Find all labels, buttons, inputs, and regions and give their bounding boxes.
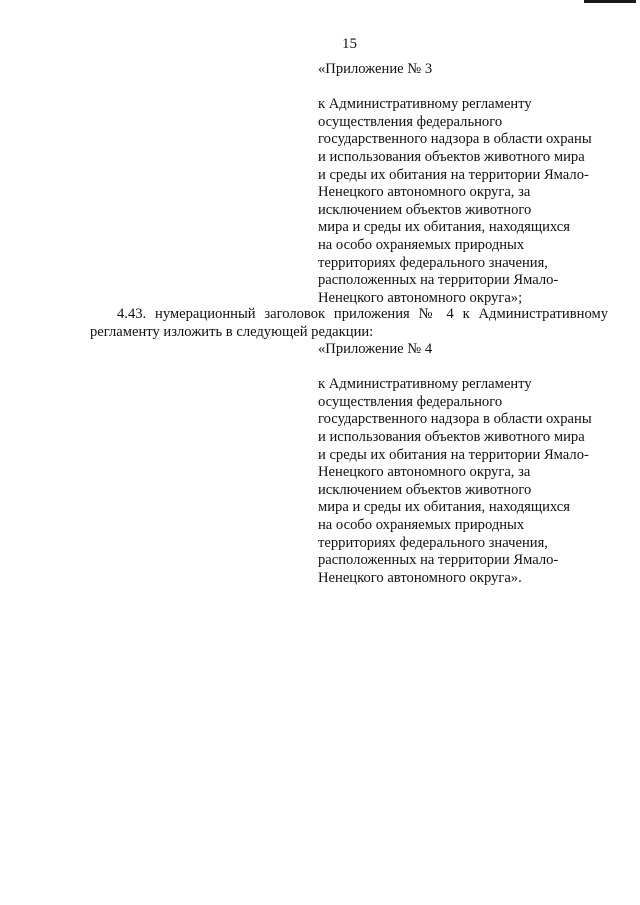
annex-3-title: «Приложение № 3 — [318, 61, 433, 77]
annex-4-title: «Приложение № 4 — [318, 341, 433, 357]
annex-4-line: исключением объектов животного — [318, 481, 532, 498]
page-number: 15 — [342, 36, 357, 52]
annex-4-heading-block — [318, 341, 618, 587]
annex-3-line: мира и среды их обитания, находящихся — [318, 219, 570, 236]
annex-3-line: Ненецкого автономного округа»; — [318, 289, 523, 306]
annex-3-line: исключением объектов животного — [318, 201, 532, 218]
annex-4-line: осуществления федерального — [318, 393, 503, 410]
annex-3-heading-block — [318, 61, 618, 307]
annex-4-line: на особо охраняемых природных — [318, 516, 525, 533]
annex-3-line: расположенных на территории Ямало- — [318, 272, 559, 289]
annex-3-line: государственного надзора в области охраны — [318, 131, 592, 148]
annex-4-line: государственного надзора в области охраны — [318, 411, 592, 428]
paragraph-line-1: 4.43. нумерационный заголовок приложения № 4 к Административному — [117, 306, 608, 322]
annex-3-line: территориях федерального значения, — [318, 254, 548, 271]
spacer — [318, 359, 618, 377]
annex-3-line: осуществления федерального — [318, 113, 503, 130]
annex-4-line: Ненецкого автономного округа». — [318, 569, 522, 586]
annex-3-line: на особо охраняемых природных — [318, 236, 525, 253]
annex-3-line: и среды их обитания на территории Ямало- — [318, 166, 589, 183]
amendment-paragraph — [90, 306, 608, 341]
annex-4-line: Ненецкого автономного округа, за — [318, 464, 531, 481]
annex-4-line: расположенных на территории Ямало- — [318, 552, 559, 569]
annex-4-line: и среды их обитания на территории Ямало- — [318, 446, 589, 463]
annex-3-line: к Административному регламенту — [318, 96, 532, 113]
paragraph-line-2: регламенту изложить в следующей редакции: — [90, 323, 374, 340]
annex-4-line: к Административному регламенту — [318, 376, 532, 393]
annex-4-line: мира и среды их обитания, находящихся — [318, 499, 570, 516]
spacer — [318, 79, 618, 97]
annex-4-line: территориях федерального значения, — [318, 534, 548, 551]
annex-3-line: и использования объектов животного мира — [318, 148, 585, 165]
scan-edge-mark — [584, 0, 636, 3]
annex-3-line: Ненецкого автономного округа, за — [318, 184, 531, 201]
annex-4-line: и использования объектов животного мира — [318, 428, 585, 445]
